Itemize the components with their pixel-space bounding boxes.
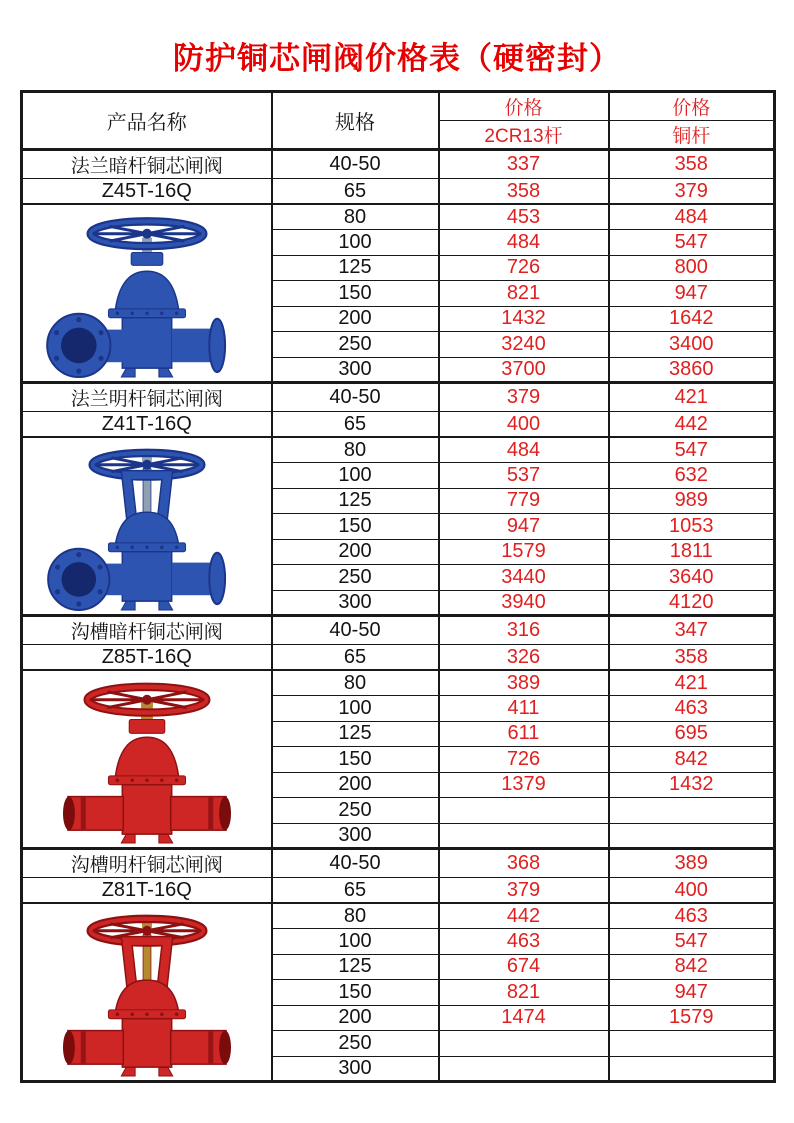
price-copper-cell: 400 <box>609 878 775 904</box>
valve-image-cell <box>22 204 272 383</box>
price-2cr13-cell: 726 <box>439 747 609 773</box>
spec-cell: 80 <box>272 903 439 929</box>
spec-cell: 150 <box>272 747 439 773</box>
price-2cr13-cell: 326 <box>439 645 609 671</box>
header-sub-2cr13-rod: 2CR13杆 <box>439 121 609 150</box>
spec-cell: 100 <box>272 463 439 489</box>
spec-cell: 250 <box>272 332 439 358</box>
blue-flanged-rising-stem-gate-valve-image <box>34 443 260 613</box>
product-name-cell: 沟槽明杆铜芯闸阀 <box>22 849 272 878</box>
spec-cell: 150 <box>272 980 439 1006</box>
price-2cr13-cell: 368 <box>439 849 609 878</box>
price-2cr13-cell <box>439 1056 609 1082</box>
header-price-copper: 价格 <box>609 92 775 121</box>
price-2cr13-cell <box>439 823 609 849</box>
price-copper-cell: 1642 <box>609 306 775 332</box>
model-cell: Z81T-16Q <box>22 878 272 904</box>
price-copper-cell: 4120 <box>609 590 775 616</box>
header-spec: 规格 <box>272 92 439 150</box>
price-2cr13-cell: 674 <box>439 954 609 980</box>
product-name-cell: 沟槽暗杆铜芯闸阀 <box>22 616 272 645</box>
price-copper-cell: 695 <box>609 721 775 747</box>
price-2cr13-cell: 3940 <box>439 590 609 616</box>
spec-cell: 300 <box>272 357 439 383</box>
valve-image-cell <box>22 670 272 849</box>
product-name-cell: 法兰暗杆铜芯闸阀 <box>22 150 272 179</box>
spec-cell: 100 <box>272 230 439 256</box>
price-copper-cell: 547 <box>609 437 775 463</box>
spec-cell: 65 <box>272 878 439 904</box>
price-copper-cell <box>609 823 775 849</box>
header-price-2cr13: 价格 <box>439 92 609 121</box>
red-grooved-non-rising-stem-gate-valve-image <box>34 676 260 846</box>
price-2cr13-cell: 3440 <box>439 565 609 591</box>
price-2cr13-cell: 947 <box>439 514 609 540</box>
table-row <box>22 383 775 412</box>
price-2cr13-cell: 1579 <box>439 539 609 565</box>
price-copper-cell: 632 <box>609 463 775 489</box>
table-row <box>22 903 775 929</box>
header-sub-copper-rod: 铜杆 <box>609 121 775 150</box>
price-2cr13-cell: 726 <box>439 255 609 281</box>
price-2cr13-cell: 821 <box>439 980 609 1006</box>
price-copper-cell: 379 <box>609 179 775 205</box>
price-2cr13-cell: 411 <box>439 696 609 722</box>
price-copper-cell: 947 <box>609 281 775 307</box>
price-copper-cell: 3860 <box>609 357 775 383</box>
model-cell: Z85T-16Q <box>22 645 272 671</box>
price-copper-cell: 463 <box>609 903 775 929</box>
spec-cell: 40-50 <box>272 150 439 179</box>
spec-cell: 65 <box>272 179 439 205</box>
price-2cr13-cell: 389 <box>439 670 609 696</box>
spec-cell: 200 <box>272 306 439 332</box>
spec-cell: 40-50 <box>272 616 439 645</box>
spec-cell: 40-50 <box>272 849 439 878</box>
spec-cell: 100 <box>272 929 439 955</box>
price-2cr13-cell: 484 <box>439 437 609 463</box>
price-copper-cell: 1432 <box>609 772 775 798</box>
table-row <box>22 204 775 230</box>
spec-cell: 250 <box>272 565 439 591</box>
price-2cr13-cell: 379 <box>439 878 609 904</box>
table-row <box>22 437 775 463</box>
valve-price-table <box>20 90 776 1083</box>
price-copper-cell: 1053 <box>609 514 775 540</box>
spec-cell: 300 <box>272 590 439 616</box>
header-product-name: 产品名称 <box>22 92 272 150</box>
table-row <box>22 179 775 205</box>
price-copper-cell: 547 <box>609 929 775 955</box>
header-row-top <box>22 92 775 121</box>
spec-cell: 125 <box>272 255 439 281</box>
table-row <box>22 878 775 904</box>
price-2cr13-cell: 358 <box>439 179 609 205</box>
page-title: 防护铜芯闸阀价格表（硬密封） <box>173 41 621 76</box>
table-row <box>22 849 775 878</box>
table-row <box>22 645 775 671</box>
price-copper-cell: 842 <box>609 747 775 773</box>
price-2cr13-cell: 484 <box>439 230 609 256</box>
price-2cr13-cell: 400 <box>439 412 609 438</box>
model-cell: Z45T-16Q <box>22 179 272 205</box>
spec-cell: 250 <box>272 1031 439 1057</box>
table-row <box>22 616 775 645</box>
table-row <box>22 150 775 179</box>
price-2cr13-cell: 337 <box>439 150 609 179</box>
price-copper-cell: 347 <box>609 616 775 645</box>
red-grooved-rising-stem-gate-valve-image <box>34 909 260 1079</box>
price-copper-cell: 3400 <box>609 332 775 358</box>
price-2cr13-cell: 537 <box>439 463 609 489</box>
price-copper-cell: 947 <box>609 980 775 1006</box>
price-copper-cell: 389 <box>609 849 775 878</box>
price-2cr13-cell: 463 <box>439 929 609 955</box>
blue-flanged-non-rising-stem-gate-valve-image <box>34 210 260 380</box>
spec-cell: 125 <box>272 954 439 980</box>
price-copper-cell: 547 <box>609 230 775 256</box>
spec-cell: 80 <box>272 437 439 463</box>
spec-cell: 200 <box>272 1005 439 1031</box>
price-copper-cell: 463 <box>609 696 775 722</box>
valve-image-cell <box>22 437 272 616</box>
model-cell: Z41T-16Q <box>22 412 272 438</box>
spec-cell: 65 <box>272 645 439 671</box>
price-copper-cell: 842 <box>609 954 775 980</box>
price-2cr13-cell: 821 <box>439 281 609 307</box>
spec-cell: 80 <box>272 670 439 696</box>
table-header <box>22 92 775 150</box>
spec-cell: 65 <box>272 412 439 438</box>
spec-cell: 125 <box>272 721 439 747</box>
table-row <box>22 412 775 438</box>
price-copper-cell: 989 <box>609 488 775 514</box>
price-2cr13-cell: 1432 <box>439 306 609 332</box>
price-copper-cell: 421 <box>609 383 775 412</box>
price-copper-cell: 442 <box>609 412 775 438</box>
price-2cr13-cell: 1474 <box>439 1005 609 1031</box>
table-row <box>22 670 775 696</box>
spec-cell: 150 <box>272 281 439 307</box>
product-name-cell: 法兰明杆铜芯闸阀 <box>22 383 272 412</box>
price-copper-cell: 358 <box>609 150 775 179</box>
spec-cell: 80 <box>272 204 439 230</box>
spec-cell: 200 <box>272 772 439 798</box>
spec-cell: 300 <box>272 1056 439 1082</box>
price-copper-cell: 421 <box>609 670 775 696</box>
price-2cr13-cell <box>439 798 609 824</box>
price-2cr13-cell: 316 <box>439 616 609 645</box>
spec-cell: 250 <box>272 798 439 824</box>
price-copper-cell: 1811 <box>609 539 775 565</box>
price-2cr13-cell <box>439 1031 609 1057</box>
price-copper-cell: 3640 <box>609 565 775 591</box>
spec-cell: 200 <box>272 539 439 565</box>
spec-cell: 150 <box>272 514 439 540</box>
valve-image-cell <box>22 903 272 1082</box>
price-copper-cell: 1579 <box>609 1005 775 1031</box>
price-2cr13-cell: 3240 <box>439 332 609 358</box>
price-copper-cell: 800 <box>609 255 775 281</box>
price-2cr13-cell: 453 <box>439 204 609 230</box>
price-copper-cell: 358 <box>609 645 775 671</box>
spec-cell: 125 <box>272 488 439 514</box>
price-copper-cell <box>609 1056 775 1082</box>
price-2cr13-cell: 442 <box>439 903 609 929</box>
spec-cell: 300 <box>272 823 439 849</box>
price-copper-cell <box>609 1031 775 1057</box>
price-copper-cell: 484 <box>609 204 775 230</box>
price-2cr13-cell: 779 <box>439 488 609 514</box>
spec-cell: 100 <box>272 696 439 722</box>
price-2cr13-cell: 379 <box>439 383 609 412</box>
price-2cr13-cell: 3700 <box>439 357 609 383</box>
price-2cr13-cell: 611 <box>439 721 609 747</box>
spec-cell: 40-50 <box>272 383 439 412</box>
price-copper-cell <box>609 798 775 824</box>
price-2cr13-cell: 1379 <box>439 772 609 798</box>
